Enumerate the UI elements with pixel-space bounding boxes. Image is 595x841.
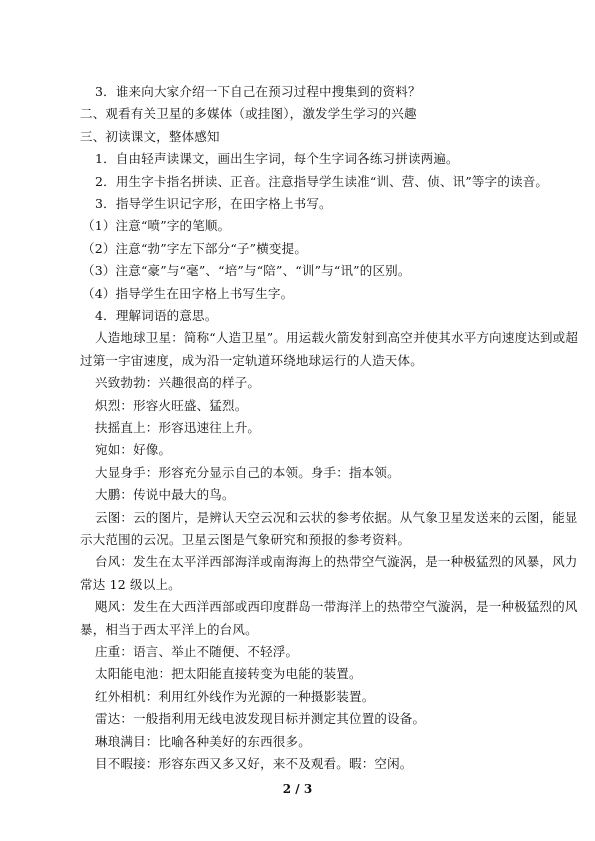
page-number: 2 / 3 <box>282 782 313 796</box>
text-line: 飓风：发生在大西洋西部或西印度群岛一带海洋上的热带空气漩涡，是一种极猛烈的风 <box>95 599 578 615</box>
text-line: 兴致勃勃：兴趣很高的样子。 <box>95 375 261 391</box>
text-line: 3．谁来向大家介绍一下自己在预习过程中搜集到的资料？ <box>95 84 421 99</box>
text-line: （2）注意“勃”字左下部分“子”横变提。 <box>82 240 308 256</box>
section-heading: 二、观看有关卫星的多媒体（或挂图），激发学生学习的兴趣 <box>80 106 417 122</box>
text-line: 示大范围的云况。卫星云图是气象研究和预报的参考资料。 <box>80 532 411 547</box>
text-line: 大显身手：形容充分显示自己的本领。身手：指本领。 <box>95 464 400 480</box>
text-line: （4）指导学生在田字格上书写生字。 <box>82 285 294 301</box>
text-line: 红外相机：利用红外线作为光源的一种摄影装置。 <box>95 688 375 704</box>
text-line: 1．自由轻声读课文，画出生字词，每个生字词各练习拼读两遍。 <box>95 151 459 167</box>
text-line: 暴，相当于西太平洋上的台风。 <box>80 621 258 637</box>
text-line: 3．指导学生识记字形，在田字格上书写。 <box>95 196 332 211</box>
text-line: （3）注意“豪”与“毫”、“培”与“陪”、“训”与“讯”的区别。 <box>82 263 411 279</box>
text-line: 4．理解词语的意思。 <box>95 308 218 323</box>
text-line: 扶摇直上：形容迅速往上升。 <box>95 420 261 435</box>
text-line: 目不暇接：形容东西又多又好，来不及观看。暇：空闲。 <box>95 756 413 771</box>
text-line: 云图：云的图片，是辨认天空云况和云状的参考依据。从气象卫星发送来的云图，能显 <box>95 509 578 525</box>
text-line: 太阳能电池：把太阳能直接转变为电能的装置。 <box>95 666 362 682</box>
text-line: 人造地球卫星：简称“人造卫星”。用运载火箭发射到高空并使其水平方向速度达到或超 <box>95 330 579 346</box>
text-line: 大鹏：传说中最大的鸟。 <box>95 487 235 503</box>
text-line: 常达 12 级以上。 <box>80 576 181 592</box>
text-line: 宛如：好像。 <box>95 442 172 458</box>
text-line: 炽烈：形容火旺盛、猛烈。 <box>95 397 248 413</box>
text-line: 琳琅满目：比喻各种美好的东西很多。 <box>95 733 311 749</box>
section-heading: 三、初读课文，整体感知 <box>80 128 220 144</box>
text-line: 2．用生字卡指名拼读、正音。注意指导学生读准“训、营、侦、讯”等字的读音。 <box>95 173 549 189</box>
text-line: 过第一宇宙速度，成为沿一定轨道环绕地球运行的人造天体。 <box>80 352 423 368</box>
text-line: 台风：发生在太平洋西部海洋或南海海上的热带空气漩涡，是一种极猛烈的风暴，风力 <box>95 554 578 570</box>
text-line: （1）注意“喷”字的笔顺。 <box>82 218 231 234</box>
text-line: 庄重：语言、举止不随便、不轻浮。 <box>95 644 299 659</box>
text-line: 雷达：一般指利用无线电波发现目标并测定其位置的设备。 <box>95 711 426 727</box>
